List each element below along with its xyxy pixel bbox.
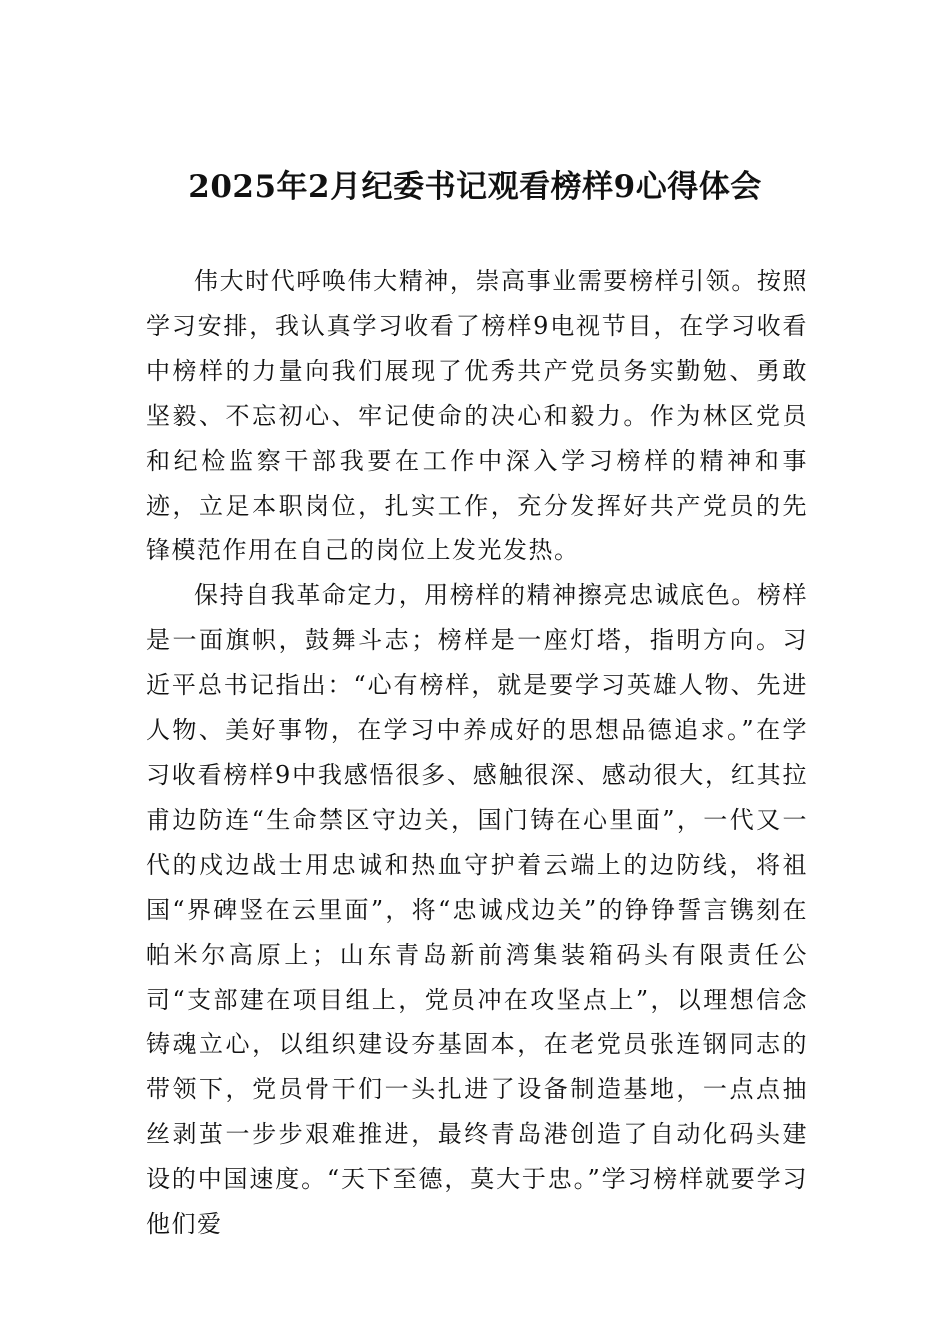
paragraph-loyalty: 保持自我革命定力，用榜样的精神擦亮忠诚底色。榜样是一面旗帜，鼓舞斗志；榜样是一座灯塔，指明方向。习近平总书记指出：“心有榜样，就是要学习英雄人物、先进人物、美好事物，在学习中养成好的思想品德追求。”在学习收看榜样9中我感悟很多、感触很深、感动很大，红其拉甫边防连“生命禁区守边关，国门铸在心里面”，一代又一代的戍边战士用忠诚和热血守护着云端上的边防线，将祖国“界碑竖在云里面”，将“忠诚戍边关”的铮铮誓言镌刻在帕米尔高原上；山东青岛新前湾集装箱码头有限责任公司“支部建在项目组上，党员冲在攻坚点上”，以理想信念铸魂立心，以组织建设夯基固本，在老党员张连钢同志的带领下，党员骨干们一头扎进了设备制造基地，一点点抽丝剥茧一步步艰难推进，最终青岛港创造了自动化码头建设的中国速度。“天下至德，莫大于忠。”学习榜样就要学习他们爱	[146, 581, 808, 1239]
paragraph-intro: 伟大时代呼唤伟大精神，崇高事业需要榜样引领。按照学习安排，我认真学习收看了榜样9电视节目，在学习收看中榜样的力量向我们展现了优秀共产党员务实勤勉、勇敢坚毅、不忘初心、牢记使命的决心和毅力。作为林区党员和纪检监察干部我要在工作中深入学习榜样的精神和事迹，立足本职岗位，扎实工作，充分发挥好共产党员的先锋模范作用在自己的岗位上发光发热。	[146, 267, 808, 565]
document-title: 2025年2月纪委书记观看榜样9心得体会	[188, 169, 762, 205]
document-body	[146, 259, 808, 1247]
